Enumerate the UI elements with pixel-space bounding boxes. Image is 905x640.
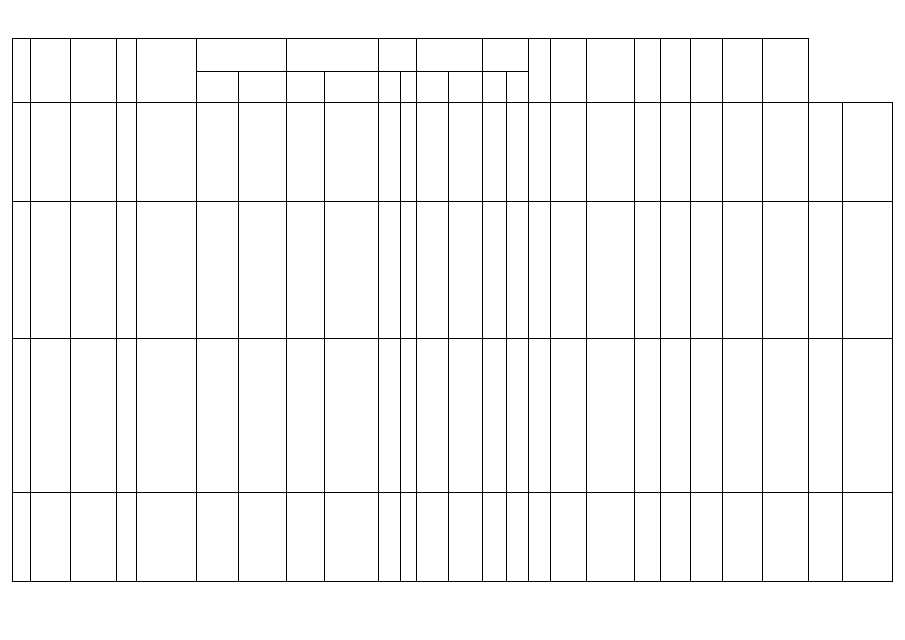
table-row (13, 339, 893, 493)
table-cell (71, 202, 117, 339)
document-page (12, 38, 893, 582)
table-cell (483, 202, 507, 339)
table-cell (843, 202, 893, 339)
group-header (379, 39, 417, 72)
table-cell (587, 339, 635, 493)
subcol-header (507, 72, 529, 103)
col-header (635, 39, 661, 103)
group-header (417, 39, 483, 72)
table-cell (635, 493, 661, 582)
table-cell (635, 103, 661, 202)
table-cell (529, 103, 551, 202)
group-header (197, 39, 287, 72)
col-header (137, 39, 197, 103)
table-cell (529, 493, 551, 582)
table-cell (117, 339, 137, 493)
table-cell (483, 103, 507, 202)
table-cell (661, 493, 691, 582)
table-cell (137, 202, 197, 339)
table-cell (71, 103, 117, 202)
subcol-header (449, 72, 483, 103)
table-cell (417, 493, 449, 582)
row-number-cell (13, 339, 31, 493)
table-cell (723, 339, 763, 493)
table-cell (287, 202, 325, 339)
row-number-cell (13, 202, 31, 339)
col-header (587, 39, 635, 103)
table-body (13, 103, 893, 582)
registry-table (12, 38, 893, 582)
table-cell (287, 103, 325, 202)
table-cell (483, 493, 507, 582)
group-header (483, 39, 529, 72)
table-cell (197, 493, 239, 582)
subcol-header (379, 72, 401, 103)
subcol-header (401, 72, 417, 103)
col-number-header (13, 39, 31, 103)
table-cell (587, 103, 635, 202)
table-cell (401, 339, 417, 493)
table-cell (449, 493, 483, 582)
table-row (13, 493, 893, 582)
table-cell (661, 103, 691, 202)
table-cell (31, 103, 71, 202)
table-cell (137, 339, 197, 493)
table-cell (117, 103, 137, 202)
col-header (661, 39, 691, 103)
table-cell (809, 339, 843, 493)
subcol-header (287, 72, 325, 103)
subcol-header (417, 72, 449, 103)
col-header (31, 39, 71, 103)
table-cell (723, 103, 763, 202)
table-cell (843, 103, 893, 202)
table-cell (551, 493, 587, 582)
table-cell (379, 493, 401, 582)
table-cell (507, 339, 529, 493)
table-cell (287, 493, 325, 582)
table-cell (661, 202, 691, 339)
subcol-header (197, 72, 239, 103)
table-cell (71, 493, 117, 582)
table-cell (809, 202, 843, 339)
table-cell (809, 103, 843, 202)
table-cell (31, 339, 71, 493)
table-cell (661, 339, 691, 493)
table-cell (843, 493, 893, 582)
table-cell (763, 103, 809, 202)
col-header (551, 39, 587, 103)
table-cell (239, 339, 287, 493)
table-cell (239, 202, 287, 339)
table-cell (137, 103, 197, 202)
table-cell (325, 493, 379, 582)
table-cell (507, 103, 529, 202)
table-cell (723, 202, 763, 339)
table-cell (551, 202, 587, 339)
table-cell (287, 339, 325, 493)
table-cell (691, 103, 723, 202)
table-cell (197, 202, 239, 339)
table-cell (551, 103, 587, 202)
table-cell (483, 339, 507, 493)
table-cell (723, 493, 763, 582)
col-header (117, 39, 137, 103)
table-cell (379, 202, 401, 339)
table-cell (763, 493, 809, 582)
subcol-header (239, 72, 287, 103)
table-cell (31, 202, 71, 339)
table-cell (691, 202, 723, 339)
table-cell (417, 103, 449, 202)
table-cell (379, 103, 401, 202)
table-cell (449, 103, 483, 202)
table-cell (197, 103, 239, 202)
table-cell (379, 339, 401, 493)
table-cell (809, 493, 843, 582)
table-cell (197, 339, 239, 493)
subcol-header (483, 72, 507, 103)
row-number-cell (13, 103, 31, 202)
col-header (723, 39, 763, 103)
table-cell (507, 202, 529, 339)
table-row (13, 103, 893, 202)
subcol-header (325, 72, 379, 103)
table-cell (635, 202, 661, 339)
table-cell (117, 493, 137, 582)
table-cell (635, 339, 661, 493)
table-cell (117, 202, 137, 339)
table-cell (551, 339, 587, 493)
group-header (287, 39, 379, 72)
table-cell (587, 202, 635, 339)
col-header (529, 39, 551, 103)
table-cell (401, 493, 417, 582)
table-cell (763, 202, 809, 339)
col-header (691, 39, 723, 103)
header-row (13, 39, 893, 72)
table-cell (401, 202, 417, 339)
table-cell (401, 103, 417, 202)
table-cell (449, 339, 483, 493)
table-cell (691, 339, 723, 493)
col-header (763, 39, 809, 103)
table-cell (239, 103, 287, 202)
table-cell (325, 103, 379, 202)
table-cell (71, 339, 117, 493)
table-cell (417, 339, 449, 493)
table-cell (529, 202, 551, 339)
table-cell (325, 202, 379, 339)
table-cell (691, 493, 723, 582)
table-cell (843, 339, 893, 493)
table-cell (587, 493, 635, 582)
col-header (71, 39, 117, 103)
table-cell (137, 493, 197, 582)
row-number-cell (13, 493, 31, 582)
table-row (13, 202, 893, 339)
table-cell (31, 493, 71, 582)
table-cell (417, 202, 449, 339)
table-cell (449, 202, 483, 339)
table-cell (325, 339, 379, 493)
table-cell (763, 339, 809, 493)
table-cell (529, 339, 551, 493)
table-cell (239, 493, 287, 582)
table-cell (507, 493, 529, 582)
